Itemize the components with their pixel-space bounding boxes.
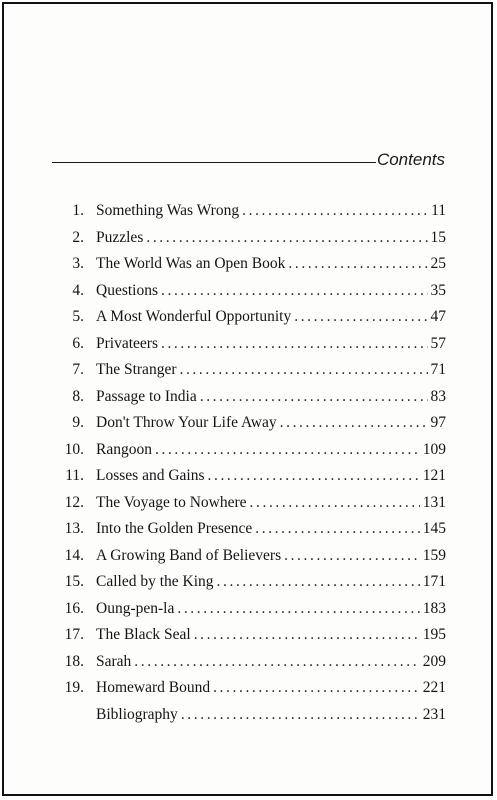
toc-entry-page: 109	[422, 440, 446, 458]
toc-entry	[50, 600, 446, 627]
toc-leader-dots	[155, 441, 420, 459]
toc-entry	[50, 520, 446, 547]
toc-entry	[50, 467, 446, 494]
toc-entry-title: The Black Seal	[96, 626, 191, 643]
toc-leader-dots	[294, 308, 427, 326]
toc-entry-title: Passage to India	[96, 387, 197, 405]
toc-entry-page: 25	[430, 255, 446, 272]
toc-entry-page: 11	[431, 202, 446, 219]
toc-entry-title: Rangoon	[96, 440, 152, 458]
contents-header	[52, 148, 445, 172]
toc-entry	[50, 626, 446, 653]
toc-entry-title: Questions	[96, 281, 158, 299]
toc-entry-title: Called by the King	[96, 573, 214, 590]
toc-entry-page: 131	[422, 493, 446, 511]
toc-leader-dots	[213, 679, 420, 697]
toc-entry-title: Something Was Wrong	[96, 202, 240, 219]
toc-entry-page: 121	[422, 467, 446, 484]
toc-entry-number: 3.	[72, 255, 84, 272]
toc-entry-title: Into the Golden Presence	[96, 520, 253, 537]
toc-leader-dots	[217, 573, 420, 591]
toc-leader-dots	[146, 229, 427, 247]
toc-leader-dots	[280, 414, 428, 432]
toc-leader-dots	[255, 520, 420, 538]
toc-leader-dots	[208, 467, 420, 485]
toc-entry	[50, 282, 446, 309]
toc-entry	[50, 414, 446, 441]
toc-entry-page: 57	[430, 334, 446, 352]
toc-entry-title: Bibliography	[96, 705, 178, 723]
toc-entry-number: 1.	[72, 202, 84, 219]
toc-entry-number: 18.	[64, 652, 84, 670]
header-rule	[52, 162, 376, 163]
toc-entry	[50, 335, 446, 362]
toc-leader-dots	[161, 282, 428, 300]
toc-entry-number: 4.	[72, 281, 84, 299]
toc-entry-number: 13.	[64, 520, 84, 537]
toc-entry-number: 16.	[64, 599, 84, 617]
toc-leader-dots	[242, 202, 428, 220]
toc-leader-dots	[161, 335, 428, 353]
toc-entry-title: Sarah	[96, 652, 132, 670]
toc-entry	[50, 255, 446, 282]
toc-entry-title: The Voyage to Nowhere	[96, 493, 247, 511]
toc-entry-page: 221	[422, 679, 446, 696]
toc-entry-title: Oung-pen-la	[96, 599, 175, 617]
toc-entry-title: Puzzles	[96, 228, 144, 246]
toc-entry-title: A Growing Band of Believers	[96, 546, 282, 564]
toc-entry-page: 47	[430, 308, 446, 325]
toc-entry-title: Homeward Bound	[96, 679, 211, 696]
toc-entry-page: 209	[422, 652, 446, 670]
toc-entry-number: 15.	[64, 573, 84, 590]
toc-entry	[50, 308, 446, 335]
toc-entry-title: Losses and Gains	[96, 467, 205, 484]
toc-leader-dots	[200, 388, 428, 406]
toc-entry-page: 71	[430, 361, 446, 378]
toc-entry-page: 171	[422, 573, 446, 590]
toc-leader-dots	[284, 547, 420, 565]
toc-entry-number: 2.	[72, 228, 84, 246]
toc-entry-page: 159	[422, 546, 446, 564]
toc-entry	[50, 388, 446, 415]
table-of-contents	[50, 202, 446, 732]
toc-entry-number: 6.	[72, 334, 84, 352]
toc-entry-number: 8.	[72, 387, 84, 405]
toc-entry-number: 11.	[65, 467, 84, 484]
toc-entry-title: A Most Wonderful Opportunity	[96, 308, 292, 325]
toc-entry-number: 12.	[64, 493, 84, 511]
toc-entry-page: 83	[430, 387, 446, 405]
toc-entry-title: Privateers	[96, 334, 158, 352]
toc-entry-number: 7.	[72, 361, 84, 378]
toc-entry	[50, 361, 446, 388]
toc-entry-page: 145	[422, 520, 446, 537]
toc-entry-page: 97	[430, 414, 446, 431]
toc-leader-dots	[134, 653, 419, 671]
toc-entry-page: 35	[430, 281, 446, 299]
toc-entry	[50, 229, 446, 256]
toc-leader-dots	[194, 626, 420, 644]
toc-entry-page: 195	[422, 626, 446, 643]
toc-entry	[50, 573, 446, 600]
toc-entry-bibliography	[50, 706, 446, 733]
toc-leader-dots	[250, 494, 420, 512]
toc-entry	[50, 202, 446, 229]
toc-entry	[50, 494, 446, 521]
toc-leader-dots	[177, 600, 419, 618]
page-title: Contents	[376, 150, 445, 169]
toc-entry	[50, 441, 446, 468]
toc-entry-number: 5.	[72, 308, 84, 325]
toc-entry-title: The Stranger	[96, 361, 177, 378]
toc-entry-number: 14.	[64, 546, 84, 564]
toc-leader-dots	[179, 361, 427, 379]
toc-entry-title: Don't Throw Your Life Away	[96, 414, 277, 431]
toc-entry-number: 19.	[64, 679, 84, 696]
toc-entry	[50, 679, 446, 706]
toc-entry-page: 15	[430, 228, 446, 246]
toc-entry-number: 17.	[64, 626, 84, 643]
toc-entry	[50, 547, 446, 574]
book-page	[2, 2, 493, 796]
toc-entry-number: 10.	[64, 440, 84, 458]
toc-entry-number: 9.	[72, 414, 84, 431]
toc-entry-page: 231	[422, 705, 446, 723]
toc-leader-dots	[288, 255, 427, 273]
toc-entry	[50, 653, 446, 680]
toc-entry-title: The World Was an Open Book	[96, 255, 286, 272]
toc-entry-page: 183	[422, 599, 446, 617]
toc-leader-dots	[181, 706, 420, 724]
